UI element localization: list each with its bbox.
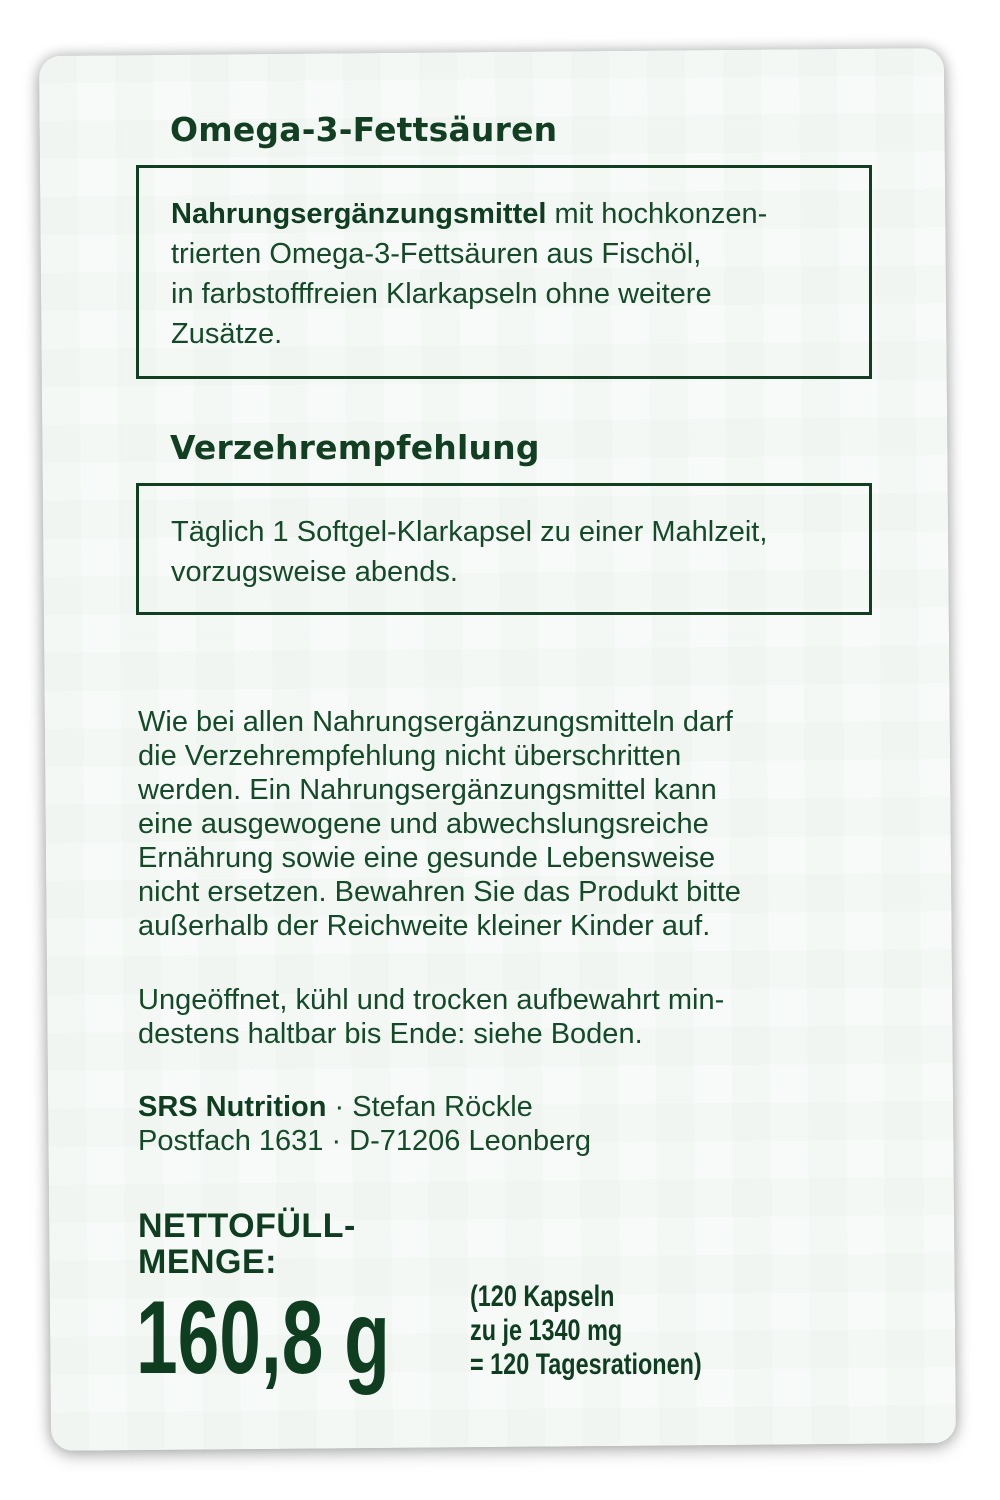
warning-line-4: eine ausgewogene und abwechslungsreiche — [138, 808, 709, 840]
net-label-line-1: NETTOFÜLL- — [138, 1207, 356, 1245]
net-content-label — [138, 1208, 356, 1280]
warning-line-1: Wie bei allen Nahrungsergänzungsmitteln darf — [138, 706, 733, 738]
heading-verzehrempfehlung: Verzehrempfehlung — [170, 428, 540, 467]
company-owner: · Stefan Röckle — [326, 1091, 533, 1123]
warning-line-2: die Verzehrempfehlung nicht überschritten — [138, 740, 682, 772]
description-line-3: in farbstofffreien Klarkapseln ohne weitere — [171, 278, 712, 310]
storage-line-2: destens haltbar bis Ende: siehe Boden. — [138, 1018, 643, 1050]
description-line-2: trierten Omega-3-Fettsäuren aus Fischöl, — [171, 238, 702, 270]
net-label-line-2: MENGE: — [138, 1243, 277, 1281]
company-name: SRS Nutrition — [138, 1091, 327, 1123]
dosage-box — [136, 483, 872, 615]
net-weight-value: 160,8 g — [136, 1280, 390, 1396]
manufacturer-block — [138, 1090, 858, 1158]
description-line-1 — [171, 194, 839, 234]
description-bold-lead: Nahrungsergänzungsmittel — [171, 198, 547, 230]
company-address: Postfach 1631 · D-71206 Leonberg — [138, 1125, 592, 1157]
net-detail-line-2: zu je 1340 mg — [470, 1314, 623, 1347]
warning-paragraph — [138, 705, 858, 943]
description-line-1-rest: mit hochkonzen- — [546, 198, 768, 230]
warning-line-7: außerhalb der Reichweite kleiner Kinder auf. — [138, 910, 711, 942]
storage-line-1: Ungeöffnet, kühl und trocken aufbewahrt min- — [138, 984, 725, 1016]
dosage-line-2: vorzugsweise abends. — [171, 556, 458, 588]
storage-paragraph — [138, 983, 858, 1051]
net-content-detail — [470, 1280, 702, 1382]
dosage-text — [171, 512, 839, 592]
warning-line-6: nicht ersetzen. Bewahren Sie das Produkt bitte — [138, 876, 741, 908]
description-line-4: Zusätze. — [171, 318, 283, 350]
dosage-line-1: Täglich 1 Softgel-Klarkapsel zu einer Mahlzeit, — [171, 516, 768, 548]
manufacturer-line — [138, 1090, 858, 1124]
warning-line-5: Ernährung sowie eine gesunde Lebensweise — [138, 842, 716, 874]
product-description-text — [171, 194, 839, 354]
net-detail-line-1: (120 Kapseln — [470, 1280, 615, 1313]
product-description-box — [136, 165, 872, 379]
heading-omega-3: Omega-3-Fettsäuren — [170, 110, 558, 149]
warning-line-3: werden. Ein Nahrungsergänzungsmittel kann — [138, 774, 717, 806]
net-detail-line-3: = 120 Tagesrationen) — [470, 1348, 702, 1381]
